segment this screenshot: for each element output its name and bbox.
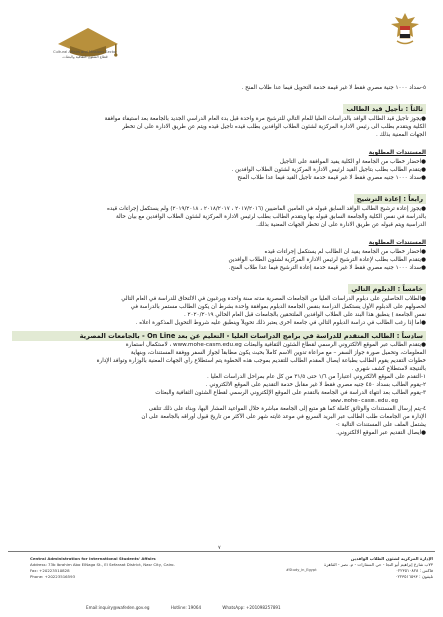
email-link[interactable]: Email:inquiry@wafeden.gov.eg bbox=[86, 605, 150, 610]
list-item: ●احضار خطاب من الجامعة يفيد أن الطالب لم يستكمل إجراءات قيده bbox=[264, 249, 426, 255]
footer-line: Phone: +20223516593 bbox=[30, 574, 76, 579]
paragraph-line: ●يجوز تأجيل قيد الطالب الوافد بالدراسات العليا للعام التالي للترشيح مرة واحدة قبل بدء العام الدراسي الجديد بالجامعة بعد استيفاء موافقة bbox=[104, 116, 426, 122]
online-study-heading: سادساً : الطالب المتقدم للدراسة في برامج الدراسات العليا - التعليم عن بعد On Line - بالجامعات المصرية bbox=[12, 331, 426, 341]
paragraph-line: ●اما إذا رغب الطالب في دراسة الدبلوم التالي في جامعة أخرى يعتبر ذلك تحويلاً وينطبق عليه شروط التحويل المذكورة اعلاه . bbox=[135, 320, 426, 326]
social-hashtag[interactable]: #Study_in_Egypt bbox=[286, 568, 317, 572]
sector-name-en: Cultural Affairs and Missions Sector bbox=[53, 50, 117, 54]
paragraph-line: بالنتيجة لاستطلاع كشف شهري . bbox=[351, 366, 426, 372]
list-item: ●ايصال التقديم عبر الموقع الالكتروني. bbox=[336, 430, 426, 436]
footer-line: تليفون : ٠٢٢٣٥١٦٥٩٣ bbox=[395, 574, 433, 579]
paragraph-line: الجهات المعنية بذلك . bbox=[375, 132, 426, 138]
numbered-item: ٣-يقوم الطالب بعد انتهاء الدراسة في الجامعة بالتقدم على الموقع الإلكتروني الرسمي لقطاع الشئون الثقافية والبعثات bbox=[155, 390, 426, 396]
paragraph-line: ●الطلاب الحاصلين على دبلوم الدراسات العليا من الجامعات المصرية مدته سنة واحدة ويرغبون في الالتحاق للدراسة في العام التالي bbox=[121, 296, 426, 302]
list-item: ●سداد ١٠٠٠ جنيه مصري فقط لا غير قيمة خدمة إعادة الترشيح فيما عدا طلاب المنح. bbox=[228, 265, 426, 271]
footer-line: Fax: +20223510828 bbox=[30, 568, 70, 573]
numbered-item: يشتمل الملف على المستندات التالية :- bbox=[335, 422, 426, 428]
paragraph-line: خطوات التقديم يقوم الطالب بطباعة ايصال المقدم الطالب للتقديم بموجب هذه الخطوة يتم استطلاع رأي الجهات المعنية بالوزارة وتوافد الإدارة bbox=[96, 358, 426, 364]
footer-line: فاكس : ٠٢٢٣٥١٠٨٢٨ bbox=[395, 568, 433, 573]
deferral-heading: ثالثاً : تأجيل قيد الطالب bbox=[343, 104, 426, 114]
footer-contacts bbox=[86, 605, 301, 610]
sector-logo-icon bbox=[38, 20, 138, 72]
footer-line: Central Administration for International Students' Affairs bbox=[30, 556, 156, 561]
egypt-eagle-emblem-icon bbox=[388, 10, 422, 50]
footer-address-en bbox=[30, 556, 175, 580]
required-docs-heading: المستندات المطلوبة bbox=[368, 240, 426, 246]
list-item: ●احضار خطاب من الجامعة او الكلية يفيد الموافقة على التأجيل bbox=[279, 159, 426, 165]
paragraph-line: ●يجوز إعادة ترشيح الطالب الوافد السابق قبوله في العامين الماضيين (٢٠١٧/٢٠١٦ ، ٢٠١٨/٢٠١٧ ، ٢٠١٩/٢٠١٨) ولم يستكمل إجراءات قيده bbox=[106, 206, 426, 212]
paragraph-line: ●يتقدم الطالب عبر الموقع الالكتروني الرسمي لقطاع الشئون الثقافية والبعثات www.mohe-casm.edu.eg ، لاستكمال استمارة bbox=[125, 342, 426, 348]
footer-line: الإدارة المركزية لشئون الطلاب الوافدين bbox=[350, 556, 433, 561]
hotline-text: Hotline: 19064 bbox=[170, 605, 202, 610]
sector-name bbox=[20, 50, 150, 59]
paragraph-line: الدراسية ويتم قبوله عن طريق الادارة على أن تخطر الجهات المعنية بذلك. bbox=[256, 222, 426, 228]
website-link[interactable]: www.mohe-casm.edu.eg bbox=[330, 398, 398, 404]
whatsapp-text: WhatsApp: +201098257891 bbox=[222, 605, 281, 610]
numbered-item: ٢-يقوم الطالب بسداد ٤٥٠ جنيه مصري فقط لا غير مقابل خدمة التقديم على الموقع الالكتروني . bbox=[205, 382, 426, 388]
footer-line: Address: 73b Ibrahim Abo ElNaga St., El Sefaraat District, Nasr City, Cairo. bbox=[30, 562, 175, 567]
paragraph-line: لحصولهم على الدبلوم الأول يستكمل الدراسة بنفس الجامعة الدبلوم بموافقة واحدة بشرط أن يكون الطالب مستمر بالدراسة في bbox=[130, 304, 426, 310]
list-item: ●سداد ١٠٠٠ جنيه مصري فقط لا غير قيمة خدمة تأجيل القيد فيما عدا طلاب المنح bbox=[237, 175, 426, 181]
fee-line: ٥-سداد ١٠٠٠ جنية مصري فقط لا غير قيمة خدمة التحويل فيما عدا طلاب المنح . bbox=[241, 85, 426, 91]
footer-address-ar bbox=[324, 556, 433, 580]
paragraph-line: بالدراسة في نفس الكلية والجامعة السابق قبوله بها ويتقدم الطالب بطلب لرئيس الادارة المركزية لشئون الطلاب الوافدين مع بيان حالة bbox=[115, 214, 426, 220]
renomination-heading: رابعاً : إعادة الترشيح bbox=[354, 194, 426, 204]
page-number: ٧ bbox=[218, 545, 221, 551]
diploma-heading: خامساً : الدبلوم التالي bbox=[348, 284, 426, 294]
required-docs-heading: المستندات المطلوبة bbox=[368, 150, 426, 156]
paragraph-line: نفس الجامعة ) ينطبق هذا البند على الطلاب الوافدين الملتحقين بالجامعات قبل العام الحالي ٢٠٢٠/٢٠١٩ . bbox=[183, 312, 426, 318]
document-body bbox=[12, 84, 426, 437]
footer-divider bbox=[8, 551, 435, 552]
list-item: ●يتقدم الطالب بطلب بتأجيل القيد لرئيس الادارة المركزية لشئون الطلاب الوافدين . bbox=[231, 167, 426, 173]
numbered-item: الإدارة من الجامعات طلب الطالب عبر البريد السريع في موعد غايته شهر على الأكثر من تاريخ قبول أوراقه بالجامعة على أن bbox=[141, 414, 426, 420]
numbered-item: ١-التقدم على الموقع الالكتروني اعتباراً من ١/٦ حتى ٣١/٥ من كل عام بمراحل الدراسات العليا . bbox=[207, 374, 426, 380]
paragraph-line: المعلومات، وتحميل صورة جواز السفر – مع مراعاة تدوين الاسم كاملاً بحيث يكون مطابقاً لجواز السفر ووفقة المستندات، وبنهاية bbox=[130, 350, 426, 356]
footer-line: ٧٣ب شارع إبراهيم أبو النجا - حي السفارات - م. نصر - القاهرة bbox=[324, 562, 433, 567]
sector-name-ar: قطاع الشئون الثقافية والبعثات bbox=[62, 54, 108, 59]
numbered-item: ٤-يتم إرسال المستندات والوثائق كاملة كما هو متبع إلى الجامعة مباشرة خلال المواعيد المشار اليها، وبناء على ذلك تتلقى bbox=[148, 406, 426, 412]
paragraph-line: الكلية ويتقدم بطلب الى رئيس الادارة المركزية لشئون الطلاب الوافدين بطلب قيده تأجيل قيده ويتم عن طريق الادارة على أن تخطر bbox=[122, 124, 426, 130]
list-item: ●يتقدم الطالب بطلب لإعادة الترشيح لرئيس الادارة المركزية لشئون الطلاب الوافدين bbox=[228, 257, 426, 263]
